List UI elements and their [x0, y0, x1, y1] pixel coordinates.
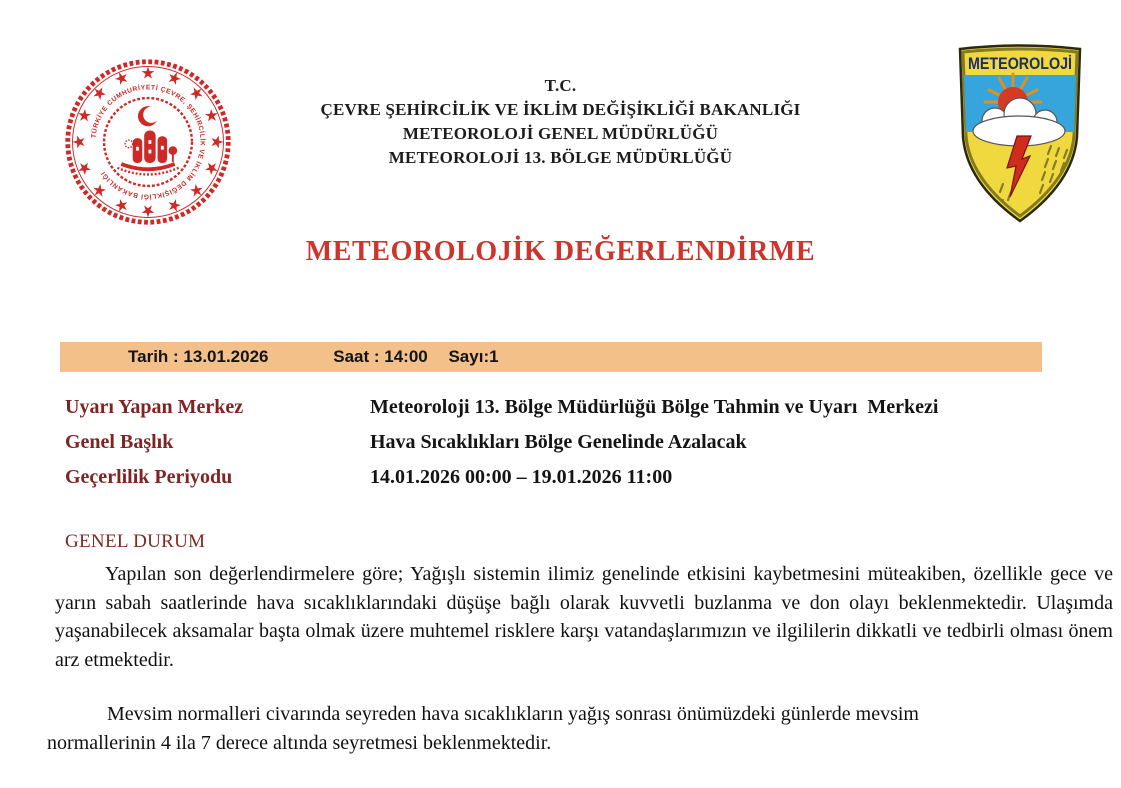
org-line-directorate: METEOROLOJİ GENEL MÜDÜRLÜĞÜ [402, 124, 719, 143]
meta-value: Hava Sıcaklıkları Bölge Genelinde Azalacak [370, 431, 747, 453]
header-org-block [240, 74, 881, 170]
shield-title-text: METEOROLOJİ [968, 54, 1072, 73]
meta-label: Geçerlilik Periyodu [65, 466, 233, 488]
meta-row-general-title [65, 431, 1065, 466]
info-bar-number: Sayı:1 [448, 347, 499, 366]
meta-rows [65, 396, 1065, 501]
meta-label: Genel Başlık [65, 431, 174, 453]
meta-row-warning-center [65, 396, 1065, 431]
meta-label: Uyarı Yapan Merkez [65, 396, 244, 418]
document-title: METEOROLOJİK DEĞERLENDİRME [305, 236, 816, 267]
seal-center-emblem [117, 106, 178, 174]
body-paragraph-1: Yapılan son değerlendirmelere göre; Yağışlı sistemin ilimiz genelinde etkisini kaybetmesini müteakiben, özellikle gece ve yarın sabah saatlerinde hava sıcaklıklarındaki düşüşe bağlı olarak kuvvetli buzlanma ve don olayı beklenmektedir. Ulaşımda yaşanabilecek aksamalar başta olmak üzere muhtemel risklere karşı vatandaşlarımızın ve ilgililerin dikkatli ve tedbirli olması önem arz etmektedir. [55, 563, 1113, 671]
meta-row-validity-period [65, 466, 1065, 501]
info-bar-time: Saat : 14:00 [333, 347, 428, 366]
meteoroloji-shield-icon [953, 44, 1087, 224]
general-situation-section [47, 531, 1113, 758]
body-paragraph-2: Mevsim normalleri civarında seyreden hava sıcaklıkların yağış sonrası önümüzdeki günlerde mevsim normallerinin 4 ila 7 derece altında seyretmesi beklenmektedir. [47, 703, 919, 754]
section-heading: GENEL DURUM [65, 531, 206, 552]
info-bar-date: Tarih : 13.01.2026 [128, 347, 269, 366]
info-bar [60, 342, 1042, 372]
meteoroloji-logo [953, 44, 1087, 224]
org-line-tc: T.C. [544, 76, 577, 95]
meta-value: 14.01.2026 00:00 – 19.01.2026 11:00 [370, 466, 673, 488]
seal-circular-text: TÜRKİYE CUMHURİYETİ ÇEVRE, ŞEHİRCİLİK VE İKLİM DEĞİŞİKLİĞİ BAKANLIĞI [90, 84, 206, 200]
ministry-seal [62, 56, 234, 228]
org-line-regional: METEOROLOJİ 13. BÖLGE MÜDÜRLÜĞÜ [388, 148, 733, 167]
meta-value: Meteoroloji 13. Bölge Müdürlüğü Bölge Tahmin ve Uyarı Merkezi [370, 396, 939, 418]
org-line-ministry: ÇEVRE ŞEHİRCİLİK VE İKLİM DEĞİŞİKLİĞİ BAKANLIĞI [320, 100, 801, 119]
ministry-seal-icon [62, 56, 234, 228]
